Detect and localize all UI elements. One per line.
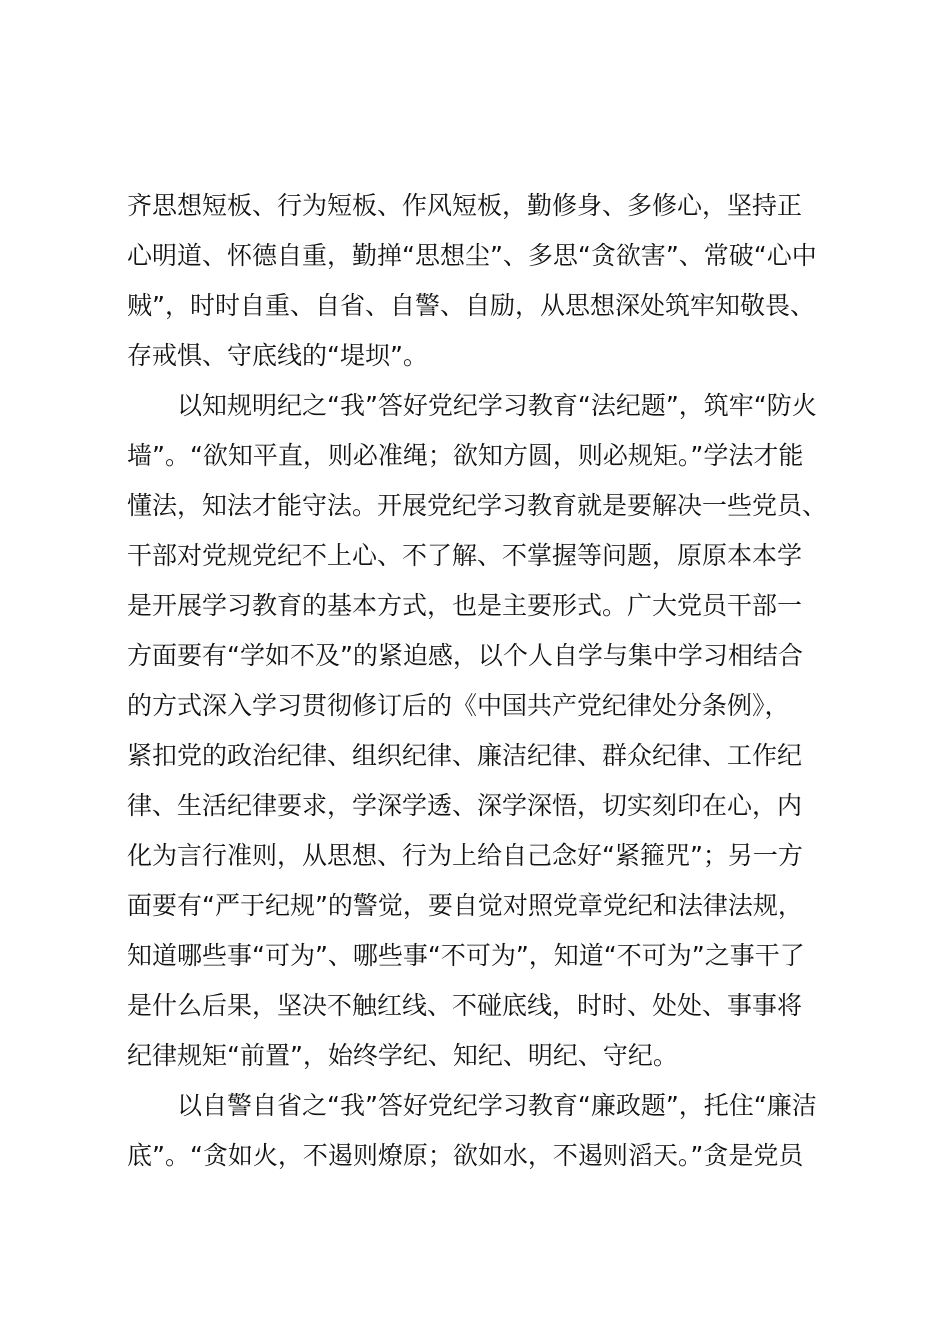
text-line: 干部对党规党纪不上心、不了解、不掌握等问题，原原本本学: [127, 541, 803, 570]
text-line: 纪律规矩“前置”，始终学纪、知纪、明纪、守纪。: [127, 1041, 678, 1070]
paragraph-start-line: 以知规明纪之“我”答好党纪学习教育“法纪题”，筑牢“防火: [177, 391, 817, 420]
text-line: 知道哪些事“可为”、哪些事“不可为”，知道“不可为”之事干了: [127, 941, 805, 970]
text-line: 紧扣党的政治纪律、组织纪律、廉洁纪律、群众纪律、工作纪: [127, 741, 803, 770]
text-line: 懂法，知法才能守法。开展党纪学习教育就是要解决一些党员、: [127, 491, 828, 520]
text-line: 面要有“严于纪规”的警觉，要自觉对照党章党纪和法律法规，: [127, 891, 803, 920]
text-line: 化为言行准则，从思想、行为上给自己念好“紧箍咒”；另一方: [127, 841, 803, 870]
text-line: 心明道、怀德自重，勤掸“思想尘”、多思“贪欲害”、常破“心中: [127, 241, 817, 270]
text-line: 是开展学习教育的基本方式，也是主要形式。广大党员干部一: [127, 591, 803, 620]
text-line: 存戒惧、守底线的“堤坝”。: [127, 341, 428, 370]
text-line: 律、生活纪律要求，学深学透、深学深悟，切实刻印在心，内: [127, 791, 803, 820]
text-line: 方面要有“学如不及”的紧迫感，以个人自学与集中学习相结合: [127, 641, 803, 670]
text-line: 墙”。“欲知平直，则必准绳；欲知方圆，则必规矩。”学法才能: [127, 441, 804, 470]
text-line: 的方式深入学习贯彻修订后的《中国共产党纪律处分条例》，: [127, 691, 790, 720]
text-line: 是什么后果，坚决不触红线、不碰底线，时时、处处、事事将: [127, 991, 803, 1020]
paragraph-start-line: 以自警自省之“我”答好党纪学习教育“廉政题”，托住“廉洁: [177, 1091, 817, 1120]
text-line: 齐思想短板、行为短板、作风短板，勤修身、多修心，坚持正: [127, 191, 803, 220]
text-line: 贼”，时时自重、自省、自警、自励，从思想深处筑牢知敬畏、: [127, 291, 815, 320]
body-text: [127, 181, 867, 1181]
text-line: 底”。“贪如火，不遏则燎原；欲如水，不遏则滔天。”贪是党员: [127, 1141, 804, 1170]
